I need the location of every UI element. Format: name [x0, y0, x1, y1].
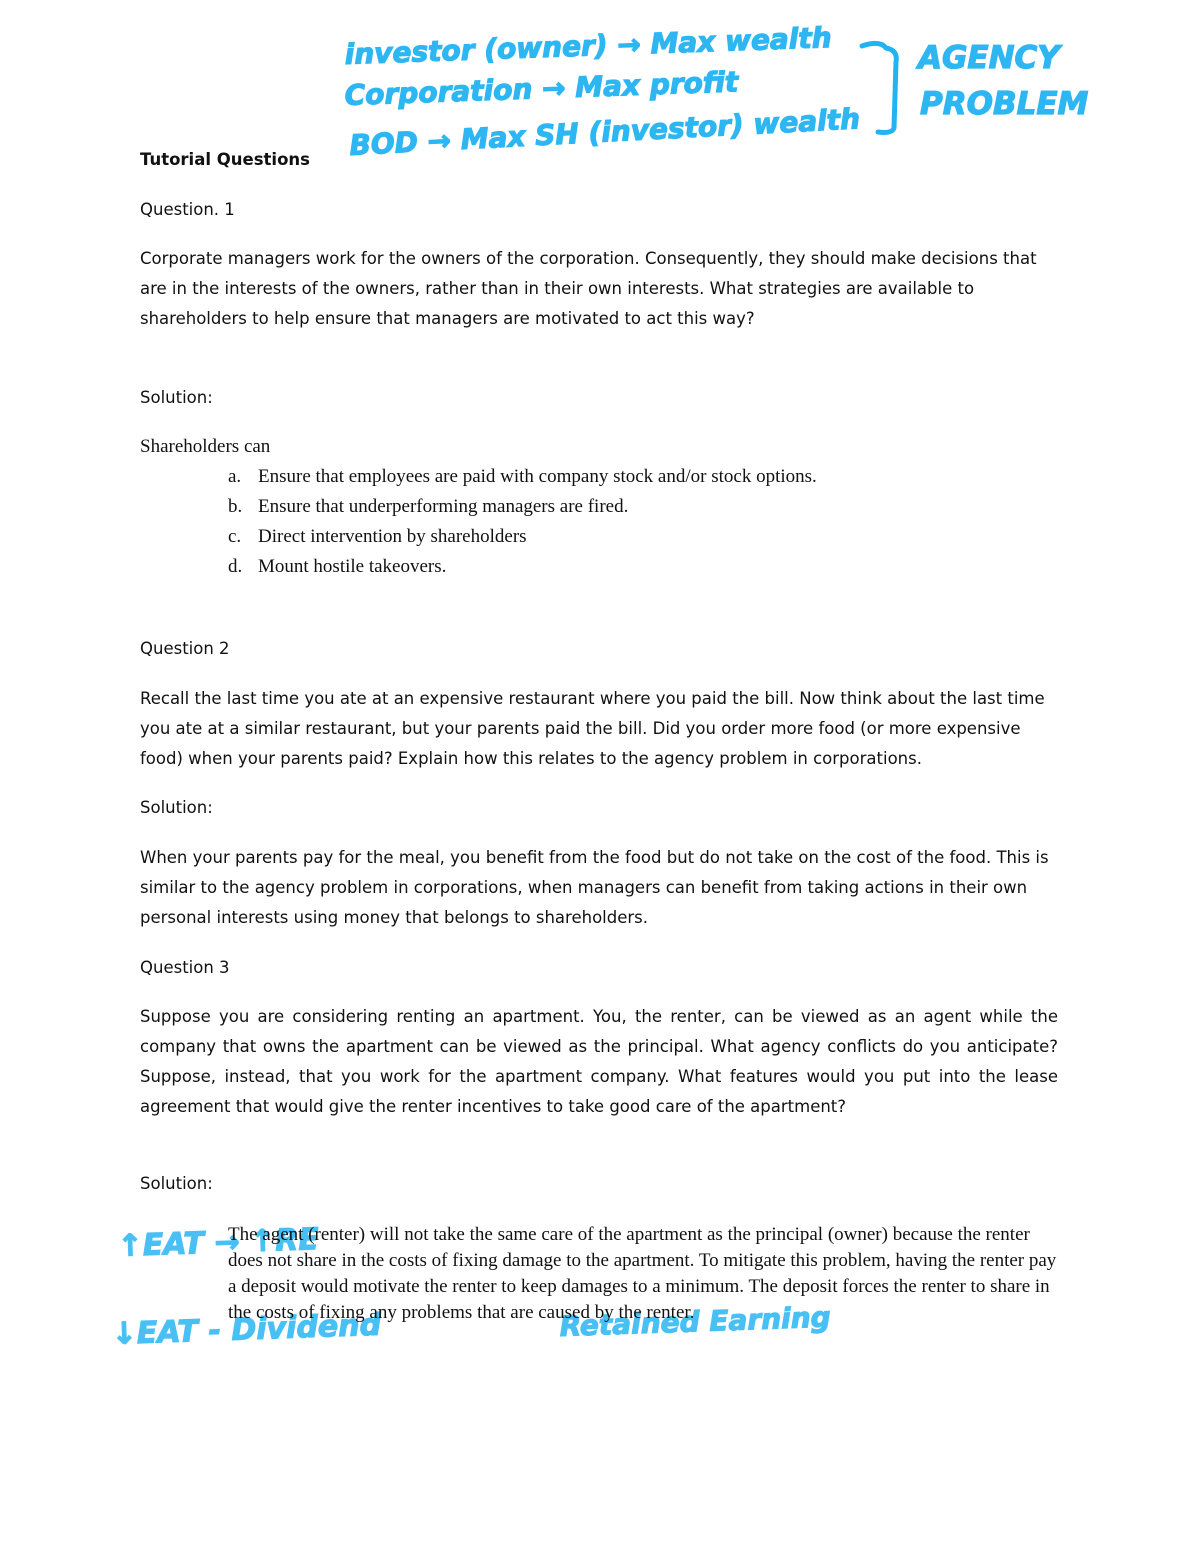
question-2-solution-text: When your parents pay for the meal, you benefit from the food but do not take on the cost of the food. This is similar to the agency problem in corporations, when managers can benefit from taking actions in their own personal interests using money that belongs to shareholders. [140, 848, 1049, 927]
list-item-text: Ensure that underperforming managers are fired. [258, 496, 629, 517]
annotation-tag-problem: PROBLEM [920, 86, 1089, 122]
list-marker: b. [228, 496, 243, 517]
question-2-heading: Question 2 [140, 639, 230, 658]
question-2-solution-label: Solution: [140, 798, 213, 817]
question-3-solution-label: Solution: [140, 1174, 213, 1193]
annotation-line-eat-down: ↓EAT - Dividend [111, 1307, 382, 1352]
annotation-tag-agency: AGENCY [918, 40, 1060, 76]
list-item [228, 552, 817, 582]
list-item-text: Ensure that employees are paid with company stock and/or stock options. [258, 466, 817, 487]
question-1-heading: Question. 1 [140, 200, 235, 219]
question-1-body: Corporate managers work for the owners of the corporation. Consequently, they should make decisions that are in the interests of the owners, rather than in their own interests. What strategies are available to shareholders to help ensure that managers are motivated to act this way? [140, 249, 1037, 328]
annotation-bracket [862, 43, 896, 132]
list-marker: a. [228, 466, 242, 487]
annotation-line-eat-up: ↑EAT → ↑RE [117, 1221, 320, 1264]
question-3-solution-text: The agent (renter) will not take the same care of the apartment as the principal (owner) because the renter does not share in the costs of fixing damage to the apartment. To mitigate this problem, having the renter pay a deposit would motivate the renter to keep damages to a minimum. The deposit forces the renter to share in the costs of fixing any problems that are caused by the renter. [228, 1224, 1057, 1323]
annotation-line-retained: Retained Earning [559, 1300, 832, 1343]
list-item [228, 492, 817, 522]
question-3-body: Suppose you are considering renting an apartment. You, the renter, can be viewed as an agent while the company that owns the apartment can be viewed as the principal. What agency conflicts do you anticipate? Suppose, instead, that you work for the apartment company. What features would you put into the lease agreement that would give the renter incentives to take good care of the apartment? [140, 1007, 1058, 1116]
list-item [228, 522, 817, 552]
question-3-heading: Question 3 [140, 958, 230, 977]
list-item [228, 462, 817, 492]
question-1-solution-label: Solution: [140, 388, 213, 407]
question-2-body: Recall the last time you ate at an expensive restaurant where you paid the bill. Now think about the last time you ate at a similar restaurant, but your parents paid the bill. Did you order more food (or more expensive food) when your parents paid? Explain how this relates to the agency problem in corporations. [140, 689, 1045, 768]
page-title: Tutorial Questions [140, 150, 310, 169]
list-marker: c. [228, 526, 242, 547]
annotation-line-2: Corporation → Max profit [344, 65, 739, 112]
question-1-solution-intro: Shareholders can [140, 436, 271, 457]
list-item-text: Direct intervention by shareholders [258, 526, 527, 547]
list-item-text: Mount hostile takeovers. [258, 556, 447, 577]
question-1-solution-list [228, 462, 817, 582]
annotation-line-1: investor (owner) → Max wealth [344, 21, 833, 71]
list-marker: d. [228, 556, 243, 577]
annotation-line-3: BOD → Max SH (investor) wealth [348, 102, 861, 162]
